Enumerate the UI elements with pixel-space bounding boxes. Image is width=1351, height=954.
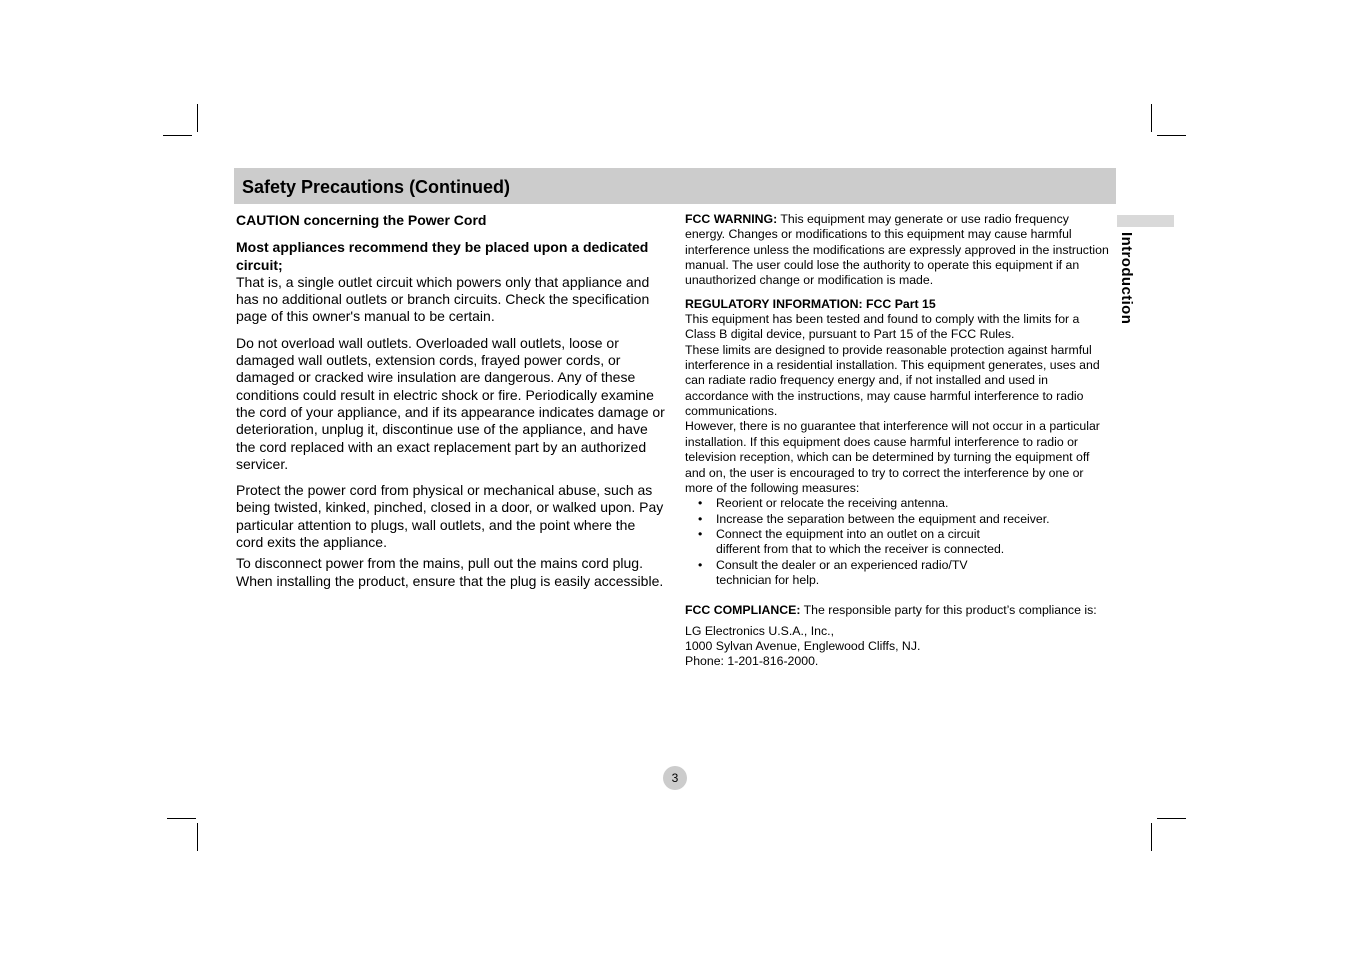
crop-mark bbox=[1151, 823, 1152, 851]
crop-mark bbox=[1157, 135, 1186, 136]
fcc-warning bbox=[685, 212, 1111, 289]
address-street: 1000 Sylvan Avenue, Englewood Cliffs, NJ. bbox=[685, 638, 921, 653]
right-column bbox=[685, 212, 1111, 670]
body-paragraph: To disconnect power from the mains, pull out the mains cord plug. When installing the product, ensure that the plug is easily accessible. bbox=[236, 555, 664, 589]
bullet-icon: • bbox=[698, 511, 703, 526]
regulatory-paragraph: This equipment has been tested and found to comply with the limits for a Class B digital device, pursuant to Part 15 of the FCC Rules. bbox=[685, 312, 1080, 342]
address-phone: Phone: 1-201-816-2000. bbox=[685, 654, 819, 669]
body-paragraph: Do not overload wall outlets. Overloaded wall outlets, loose or damaged wall outlets, extension cords, frayed power cords, or damaged or cracked wire insulation are dangerous. Any of these conditions could result in electric shock or fire. Periodically examine the cord of your appliance, and if its appearance indicates damage or deterioration, unplug it, discontinue use of the appliance, and have the cord replaced with an exact replacement part by an authorized servicer. bbox=[236, 334, 665, 472]
crop-mark bbox=[167, 818, 196, 819]
title-bar bbox=[234, 168, 1116, 204]
list-item bbox=[685, 527, 1006, 558]
crop-mark bbox=[197, 104, 198, 132]
caution-heading: CAUTION concerning the Power Cord bbox=[236, 212, 487, 228]
bullet-icon: • bbox=[698, 526, 703, 541]
page-title: Safety Precautions (Continued) bbox=[242, 177, 511, 197]
fcc-warning-text: This equipment may generate or use radio frequency energy. Changes or modifications to this equipment may cause harmful interference unless the modifications are expressly approved in the instruction manual. The user could lose the authority to operate this equipment if an unauthorized change or modification is made. bbox=[685, 212, 1109, 288]
body-paragraph: Protect the power cord from physical or mechanical abuse, such as being twisted, kinked, pinched, closed in a door, or walked upon. Pay particular attention to plugs, wall outlets, and the point where the cord exits the appliance. bbox=[236, 482, 664, 551]
section-tab-label: Introduction bbox=[1118, 232, 1135, 325]
list-item-text: Connect the equipment into an outlet on a circuit different from that to which the receiver is connected. bbox=[716, 526, 1005, 557]
fcc-compliance-text: The responsible party for this product’s compliance is: bbox=[800, 603, 1097, 618]
list-item-text: Consult the dealer or an experienced radio/TV technician for help. bbox=[716, 557, 968, 587]
address-company: LG Electronics U.S.A., Inc., bbox=[685, 623, 834, 638]
measures-list bbox=[685, 496, 1111, 588]
regulatory-paragraph: However, there is no guarantee that interference will not occur in a particular installation. If this equipment does cause harmful interference to radio or television reception, which can be determined by turning the equipment off and on, the user is encouraged to try to correct the interference by one or more of the following measures: bbox=[685, 419, 1100, 495]
crop-mark bbox=[1157, 818, 1186, 819]
fcc-warning-label: FCC WARNING: bbox=[685, 212, 778, 226]
fcc-compliance bbox=[685, 603, 1111, 618]
page-number: 3 bbox=[663, 766, 687, 790]
bullet-icon: • bbox=[698, 557, 703, 572]
regulatory-paragraph: These limits are designed to provide reasonable protection against harmful interference in a residential installation. This equipment generates, uses and can radiate radio frequency energy and, if not installed and used in accordance with the instructions, may cause harmful interference to radio communications. bbox=[685, 342, 1100, 419]
body-paragraph: That is, a single outlet circuit which powers only that appliance and has no additional outlets or branch circuits. Check the specification page of this owner's manual to be certain. bbox=[236, 273, 650, 325]
list-item-text: Increase the separation between the equipment and receiver. bbox=[716, 511, 1050, 526]
dedicated-circuit-heading: Most appliances recommend they be placed upon a dedicated circuit; bbox=[236, 239, 649, 273]
crop-mark bbox=[197, 823, 198, 851]
crop-mark bbox=[1151, 104, 1152, 132]
list-item bbox=[685, 512, 1111, 527]
fcc-compliance-label: FCC COMPLIANCE: bbox=[685, 603, 801, 618]
list-item bbox=[685, 496, 1111, 511]
crop-mark bbox=[163, 135, 192, 136]
list-item bbox=[685, 558, 986, 589]
regulatory-heading: REGULATORY INFORMATION: FCC Part 15 bbox=[685, 296, 936, 311]
left-column bbox=[236, 212, 666, 590]
bullet-icon: • bbox=[698, 496, 703, 511]
section-tab bbox=[1117, 215, 1174, 227]
list-item-text: Reorient or relocate the receiving antenna. bbox=[716, 496, 949, 511]
